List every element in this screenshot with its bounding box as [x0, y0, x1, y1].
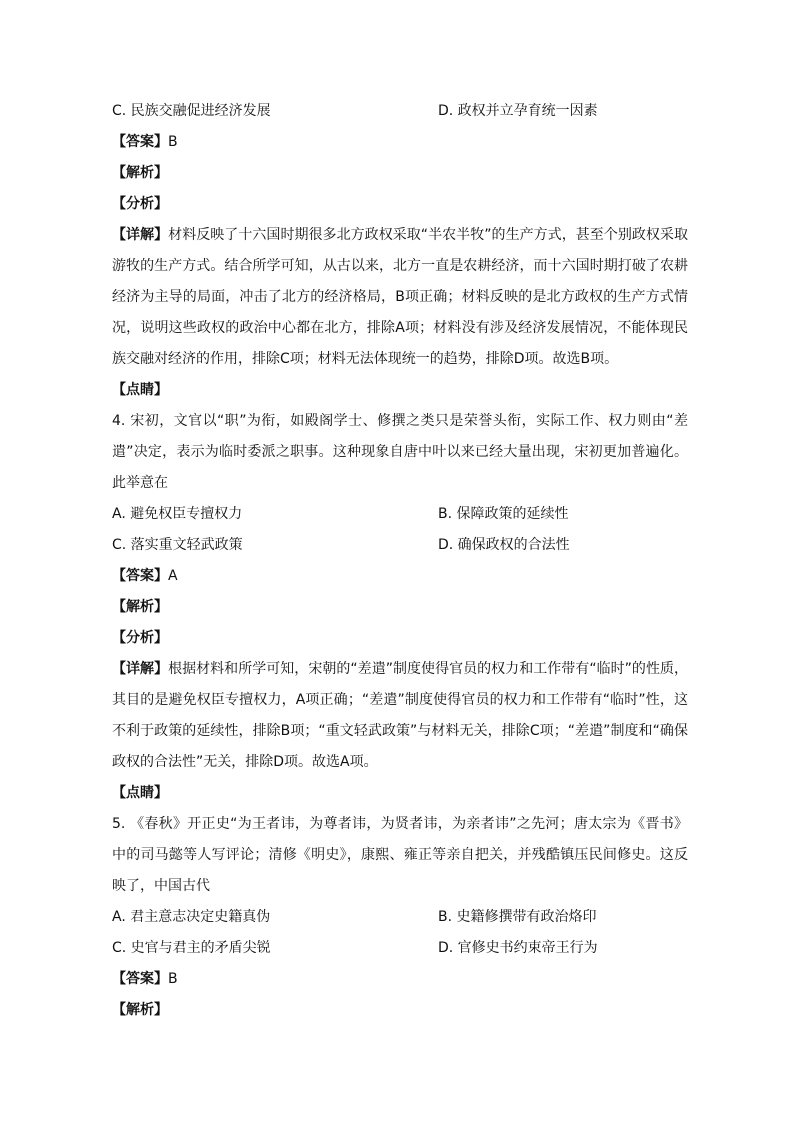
q3-detail-text: 材料反映了十六国时期很多北方政权采取“半农半牧”的生产方式，甚至个别政权采取游牧的生产方式。结合所学可知，从古以来，北方一直是农耕经济，而十六国时期打破了农耕经济为主导的局面，冲击了北方的经济格局，B项正确；材料反映的是北方政权的生产方式情况，说明这些政权的政治中心都在北方，排除A项；材料没有涉及经济发展情况，不能体现民族交融对经济的作用，排除C项；材料无法体现统一的趋势，排除D项。故选B项。	[112, 227, 688, 367]
q4-analysis-heading	[112, 592, 688, 623]
fenxi-tag: 【分析】	[112, 196, 168, 212]
q3-answer-value: B	[168, 134, 178, 150]
q3-options-row-cd	[112, 96, 688, 127]
dianjing-tag: 【点睛】	[112, 382, 168, 398]
detail-tag: 【详解】	[112, 227, 169, 243]
fenxi-tag: 【分析】	[112, 630, 168, 646]
q5-answer-line	[112, 964, 688, 995]
q4-option-d: D. 确保政权的合法性	[438, 537, 570, 553]
q5-option-c: C. 史官与君主的矛盾尖锐	[112, 940, 271, 956]
q3-detail-paragraph	[112, 220, 688, 375]
q5-options-row-cd	[112, 933, 688, 964]
q4-detail-paragraph	[112, 654, 688, 778]
q3-option-c: C. 民族交融促进经济发展	[112, 103, 271, 119]
q4-options-row-cd	[112, 530, 688, 561]
q5-answer-value: B	[168, 971, 178, 987]
q4-option-a: A. 避免权臣专擅权力	[112, 506, 243, 522]
q4-option-c: C. 落实重文轻武政策	[112, 537, 243, 553]
q4-detail-text: 根据材料和所学可知，宋朝的“差遣”制度使得官员的权力和工作带有“临时”的性质，其目的是避免权臣专擅权力，A项正确；“差遣”制度使得官员的权力和工作带有“临时”性，这不利于政策的延续性，排除B项；“重文轻武政策”与材料无关，排除C项；“差遣”制度和“确保政权的合法性”无关，排除D项。故选A项。	[112, 661, 688, 770]
analysis-tag: 【解析】	[112, 599, 168, 615]
answer-tag: 【答案】	[112, 568, 168, 584]
answer-tag: 【答案】	[112, 971, 168, 987]
q4-answer-value: A	[168, 568, 178, 584]
analysis-tag: 【解析】	[112, 165, 168, 181]
q3-analysis-heading	[112, 158, 688, 189]
q4-option-b: B. 保障政策的延续性	[438, 506, 569, 522]
q5-option-b: B. 史籍修撰带有政治烙印	[438, 909, 597, 925]
q4-options-row-ab	[112, 499, 688, 530]
detail-tag: 【详解】	[112, 661, 169, 677]
q4-answer-line	[112, 561, 688, 592]
q4-dianjing-heading	[112, 778, 688, 809]
q4-fenxi-heading	[112, 623, 688, 654]
dianjing-tag: 【点睛】	[112, 785, 168, 801]
q4-stem: 4. 宋初，文官以“职”为衔，如殿阁学士、修撰之类只是荣誉头衔，实际工作、权力则由“差遣”决定，表示为临时委派之职事。这种现象自唐中叶以来已经大量出现，宋初更加普遍化。此举意在	[112, 413, 688, 491]
q3-fenxi-heading	[112, 189, 688, 220]
q3-dianjing-heading	[112, 375, 688, 406]
analysis-tag: 【解析】	[112, 1002, 168, 1018]
q5-stem: 5. 《春秋》开正史“为王者讳，为尊者讳，为贤者讳，为亲者讳”之先河；唐太宗为《晋书》中的司马懿等人写评论；清修《明史》，康熙、雍正等亲自把关，并残酷镇压民间修史。这反映了，中国古代	[112, 816, 688, 894]
q5-options-row-ab	[112, 902, 688, 933]
answer-tag: 【答案】	[112, 134, 168, 150]
q3-answer-line	[112, 127, 688, 158]
q5-option-a: A. 君主意志决定史籍真伪	[112, 909, 271, 925]
q3-option-d: D. 政权并立孕育统一因素	[438, 103, 598, 119]
q5-analysis-heading	[112, 995, 688, 1026]
q5-option-d: D. 官修史书约束帝王行为	[438, 940, 598, 956]
document-page	[112, 96, 688, 1026]
